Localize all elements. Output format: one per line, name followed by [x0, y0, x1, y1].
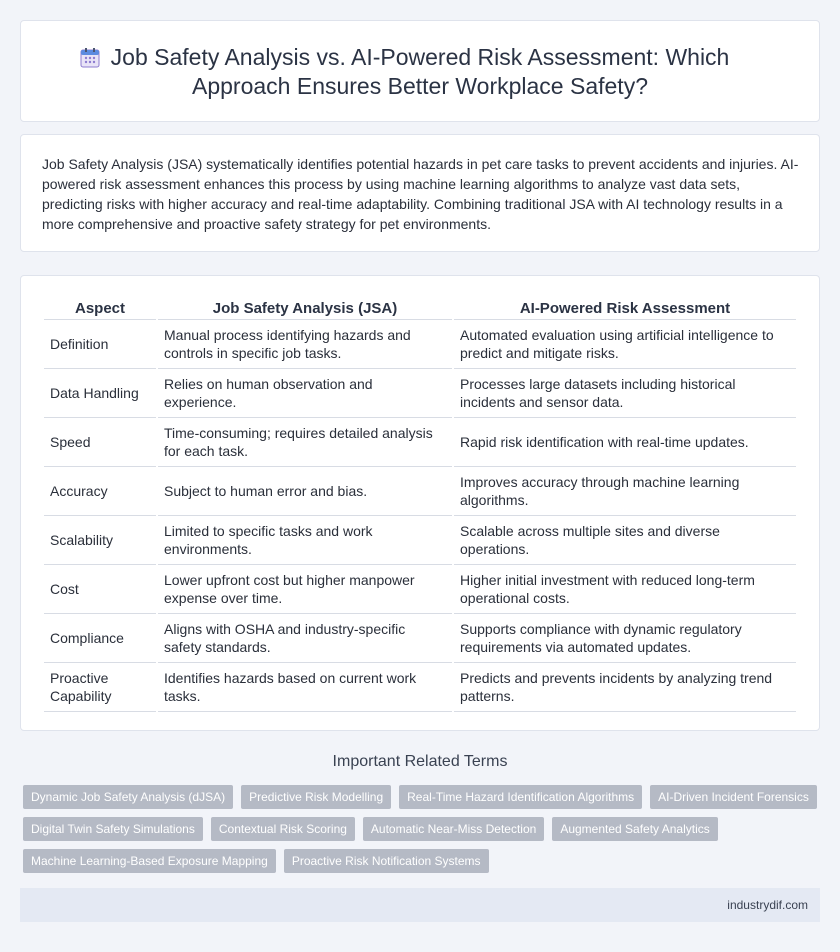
- comparison-table-card: [20, 275, 820, 731]
- table-row: [44, 320, 796, 369]
- table-row: [44, 369, 796, 418]
- table-row: [44, 565, 796, 614]
- header-card: [20, 20, 820, 122]
- cell-jsa: Subject to human error and bias.: [158, 467, 452, 516]
- cell-jsa: Identifies hazards based on current work tasks.: [158, 663, 452, 712]
- cell-jsa: Lower upfront cost but higher manpower expense over time.: [158, 565, 452, 614]
- related-term-tag[interactable]: Real-Time Hazard Identification Algorithms: [399, 785, 642, 809]
- cell-aspect: Speed: [44, 418, 156, 467]
- column-header-aspect: Aspect: [44, 296, 156, 320]
- cell-ai: Predicts and prevents incidents by analyzing trend patterns.: [454, 663, 796, 712]
- cell-aspect: Data Handling: [44, 369, 156, 418]
- related-terms-tags: [23, 785, 823, 881]
- related-term-tag[interactable]: Automatic Near-Miss Detection: [363, 817, 544, 841]
- cell-ai: Rapid risk identification with real-time updates.: [454, 418, 796, 467]
- comparison-table: [42, 296, 798, 712]
- table-row: [44, 614, 796, 663]
- cell-jsa: Aligns with OSHA and industry-specific safety standards.: [158, 614, 452, 663]
- cell-aspect: Accuracy: [44, 467, 156, 516]
- related-term-tag[interactable]: Predictive Risk Modelling: [241, 785, 391, 809]
- tag-row: [23, 849, 823, 873]
- related-term-tag[interactable]: Contextual Risk Scoring: [211, 817, 355, 841]
- related-term-tag[interactable]: Augmented Safety Analytics: [552, 817, 717, 841]
- table-header-row: [44, 296, 796, 320]
- cell-jsa: Relies on human observation and experience.: [158, 369, 452, 418]
- table-row: [44, 418, 796, 467]
- table-row: [44, 516, 796, 565]
- cell-aspect: Proactive Capability: [44, 663, 156, 712]
- table-row: [44, 663, 796, 712]
- footer: [20, 888, 820, 922]
- related-term-tag[interactable]: Digital Twin Safety Simulations: [23, 817, 203, 841]
- tag-row: [23, 785, 823, 809]
- cell-ai: Improves accuracy through machine learning algorithms.: [454, 467, 796, 516]
- related-term-tag[interactable]: Proactive Risk Notification Systems: [284, 849, 489, 873]
- cell-jsa: Manual process identifying hazards and controls in specific job tasks.: [158, 320, 452, 369]
- related-term-tag[interactable]: Machine Learning-Based Exposure Mapping: [23, 849, 276, 873]
- cell-ai: Scalable across multiple sites and diverse operations.: [454, 516, 796, 565]
- cell-aspect: Compliance: [44, 614, 156, 663]
- cell-jsa: Time-consuming; requires detailed analysis for each task.: [158, 418, 452, 467]
- cell-aspect: Cost: [44, 565, 156, 614]
- table-row: [44, 467, 796, 516]
- cell-ai: Automated evaluation using artificial intelligence to predict and mitigate risks.: [454, 320, 796, 369]
- intro-paragraph: Job Safety Analysis (JSA) systematically identifies potential hazards in pet care tasks to prevent accidents and injuries. AI-powered risk assessment enhances this process by using machine learning algorithms to analyze vast data sets, predicting risks with higher accuracy and real-time adaptability. Combining traditional JSA with AI technology results in a more comprehensive and proactive safety strategy for pet environments.: [42, 156, 799, 232]
- column-header-jsa: Job Safety Analysis (JSA): [158, 296, 452, 320]
- cell-ai: Supports compliance with dynamic regulatory requirements via automated updates.: [454, 614, 796, 663]
- cell-ai: Processes large datasets including historical incidents and sensor data.: [454, 369, 796, 418]
- column-header-ai: AI-Powered Risk Assessment: [454, 296, 796, 320]
- related-term-tag[interactable]: Dynamic Job Safety Analysis (dJSA): [23, 785, 233, 809]
- cell-ai: Higher initial investment with reduced long-term operational costs.: [454, 565, 796, 614]
- cell-jsa: Limited to specific tasks and work environments.: [158, 516, 452, 565]
- cell-aspect: Definition: [44, 320, 156, 369]
- footer-site-link[interactable]: industrydif.com: [727, 898, 808, 912]
- cell-aspect: Scalability: [44, 516, 156, 565]
- page-title: Job Safety Analysis vs. AI-Powered Risk Assessment: Which Approach Ensures Better Workplace Safety?: [110, 44, 730, 99]
- related-terms-title: Important Related Terms: [332, 753, 508, 770]
- related-term-tag[interactable]: AI-Driven Incident Forensics: [650, 785, 817, 809]
- tag-row: [23, 817, 823, 841]
- intro-card: [20, 134, 820, 252]
